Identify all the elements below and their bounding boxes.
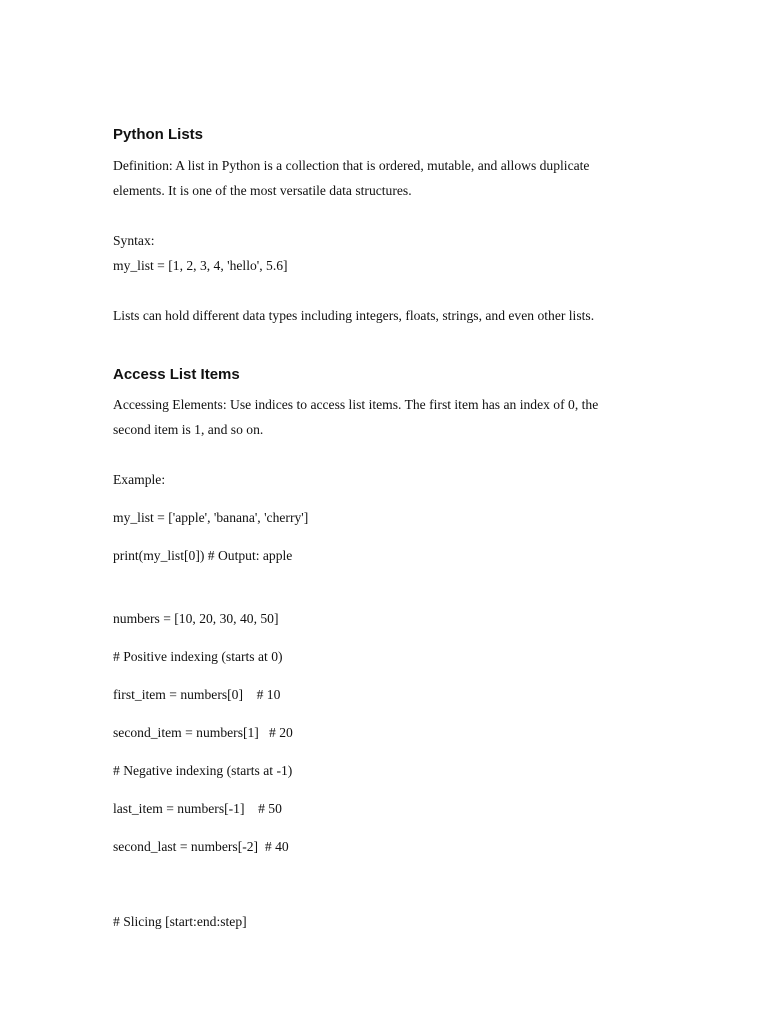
code-line-first-item: first_item = numbers[0] # 10 bbox=[113, 687, 281, 702]
code-line-last-item: last_item = numbers[-1] # 50 bbox=[113, 801, 282, 816]
section-heading-python-lists: Python Lists bbox=[113, 126, 204, 143]
code-comment-slicing: # Slicing [start:end:step] bbox=[113, 914, 247, 929]
example-code-line-2: print(my_list[0]) # Output: apple bbox=[113, 548, 293, 563]
code-line-numbers-list: numbers = [10, 20, 30, 40, 50] bbox=[113, 611, 279, 626]
code-comment-negative-indexing: # Negative indexing (starts at -1) bbox=[113, 763, 293, 778]
code-line-second-last: second_last = numbers[-2] # 40 bbox=[113, 839, 289, 854]
code-line-second-item: second_item = numbers[1] # 20 bbox=[113, 725, 293, 740]
access-intro-line-1: Accessing Elements: Use indices to access list items. The first item has an index of 0, the bbox=[113, 397, 599, 412]
code-comment-positive-indexing: # Positive indexing (starts at 0) bbox=[113, 649, 283, 664]
example-label: Example: bbox=[113, 472, 166, 487]
definition-text-line-2: elements. It is one of the most versatile data structures. bbox=[113, 183, 412, 198]
section-heading-access-list-items: Access List Items bbox=[113, 366, 240, 383]
example-code-line-1: my_list = ['apple', 'banana', 'cherry'] bbox=[113, 510, 309, 525]
data-types-note: Lists can hold different data types including integers, floats, strings, and even other lists. bbox=[113, 308, 595, 323]
syntax-label: Syntax: bbox=[113, 233, 155, 248]
definition-text-line-1: Definition: A list in Python is a collection that is ordered, mutable, and allows duplicate bbox=[113, 158, 590, 173]
access-intro-line-2: second item is 1, and so on. bbox=[113, 422, 264, 437]
syntax-code: my_list = [1, 2, 3, 4, 'hello', 5.6] bbox=[113, 258, 288, 273]
